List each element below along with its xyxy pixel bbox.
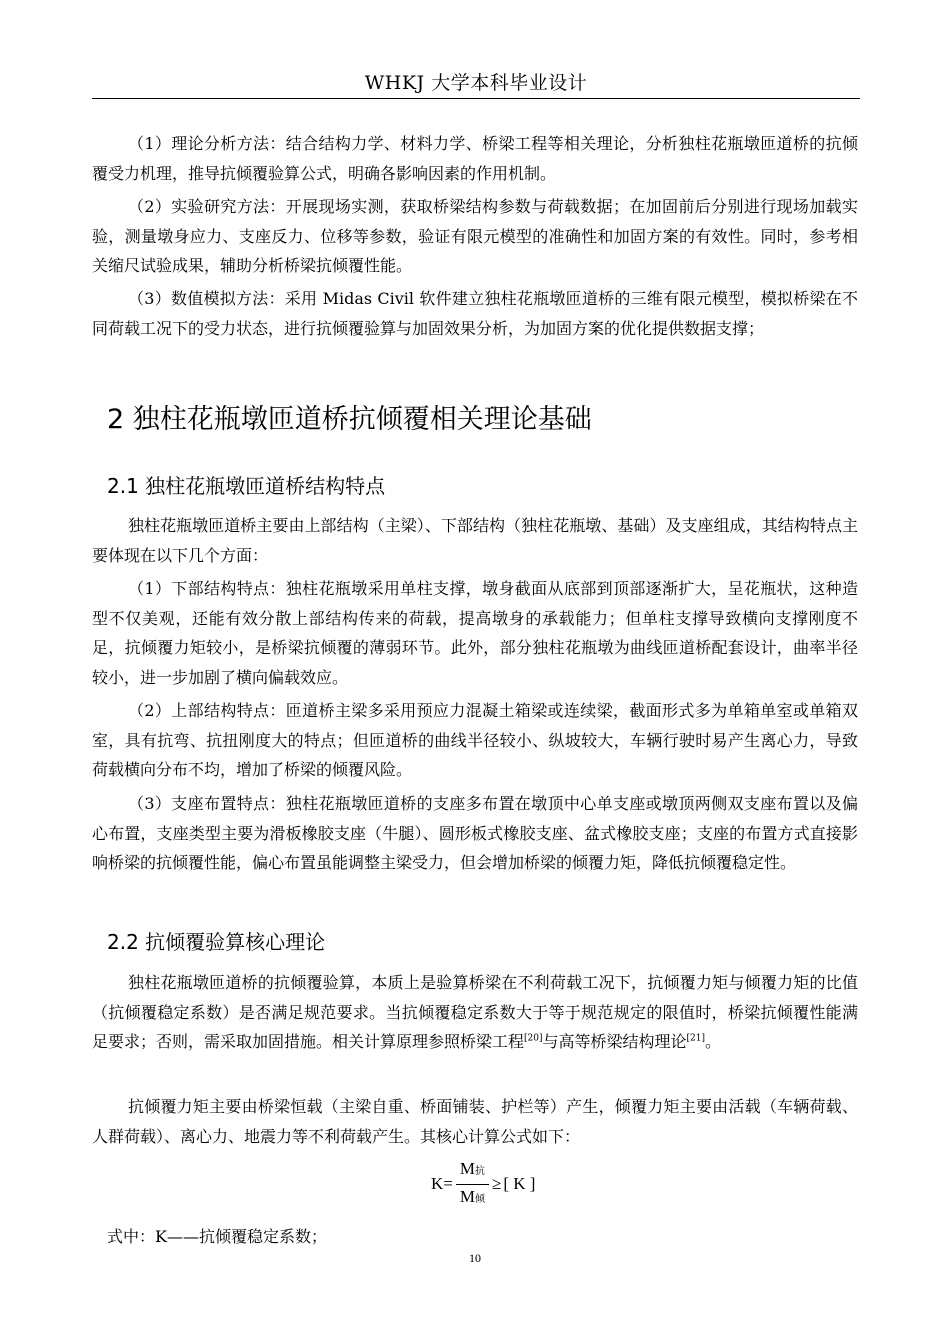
section-2-1-heading: 2.1 独柱花瓶墩匝道桥结构特点 bbox=[107, 474, 386, 498]
header-rule bbox=[92, 98, 860, 99]
formula-where-line: 式中：K——抗倾覆稳定系数； bbox=[107, 1227, 327, 1246]
section-2-1-paragraph-2: （1）下部结构特点：独柱花瓶墩采用单柱支撑，墩身截面从底部到顶部逐渐扩大，呈花瓶状，这种造型不仅美观，还能有效分散上部结构传来的荷载，提高墩身的承载能力；但单柱支撑导致横向支撑刚度不足，抗倾覆力矩较小，是桥梁抗倾覆的薄弱环节。此外，部分独柱花瓶墩为曲线匝道桥配套设计，曲率半径较小，进一步加剧了横向偏载效应。 bbox=[92, 579, 858, 687]
formula-lhs: K bbox=[431, 1174, 444, 1193]
numerator-symbol: M bbox=[459, 1158, 475, 1178]
denominator-symbol: M bbox=[459, 1186, 475, 1206]
formula-numerator bbox=[456, 1159, 489, 1185]
section-2-1-paragraph-1: 独柱花瓶墩匝道桥主要由上部结构（主梁）、下部结构（独柱花瓶墩、基础）及支座组成，其结构特点主要体现在以下几个方面： bbox=[92, 516, 858, 565]
paragraph-text: 。 bbox=[705, 1032, 722, 1051]
citation-ref-21[interactable]: [21] bbox=[686, 1033, 705, 1044]
stability-formula bbox=[431, 1158, 535, 1210]
formula-denominator bbox=[456, 1185, 489, 1210]
formula-equals: = bbox=[443, 1174, 453, 1193]
section-2-1-paragraph-3: （2）上部结构特点：匝道桥主梁多采用预应力混凝土箱梁或连续梁，截面形式多为单箱单室或单箱双室，具有抗弯、抗扭刚度大的特点；但匝道桥的曲线半径较小、纵坡较大，车辆行驶时易产生离心力，导致荷载横向分布不均，增加了桥梁的倾覆风险。 bbox=[92, 701, 858, 779]
paragraph-text: 与高等桥梁结构理论 bbox=[542, 1032, 687, 1051]
page-number: 10 bbox=[469, 1251, 481, 1265]
citation-ref-20[interactable]: [20] bbox=[524, 1033, 543, 1044]
intro-paragraph-3: （3）数值模拟方法：采用 Midas Civil 软件建立独柱花瓶墩匝道桥的三维有限元模型，模拟桥梁在不同荷载工况下的受力状态，进行抗倾覆验算与加固效果分析，为加固方案的优化提供数据支撑； bbox=[92, 289, 858, 338]
denominator-subscript: 倾 bbox=[475, 1193, 485, 1205]
formula-rhs: [ K ] bbox=[503, 1174, 536, 1193]
numerator-subscript: 抗 bbox=[475, 1165, 485, 1177]
formula-relation: ≥ bbox=[492, 1174, 502, 1193]
formula-fraction bbox=[456, 1159, 489, 1210]
intro-paragraph-1: （1）理论分析方法：结合结构力学、材料力学、桥梁工程等相关理论，分析独柱花瓶墩匝道桥的抗倾覆受力机理，推导抗倾覆验算公式，明确各影响因素的作用机制。 bbox=[92, 134, 858, 183]
section-2-2-heading: 2.2 抗倾覆验算核心理论 bbox=[107, 930, 326, 954]
chapter-heading: 2 独柱花瓶墩匝道桥抗倾覆相关理论基础 bbox=[107, 404, 592, 435]
section-2-2-paragraph-2: 抗倾覆力矩主要由桥梁恒载（主梁自重、桥面铺装、护栏等）产生，倾覆力矩主要由活载（车辆荷载、人群荷载）、离心力、地震力等不利荷载产生。其核心计算公式如下： bbox=[92, 1097, 858, 1146]
section-2-2-paragraph-1 bbox=[92, 968, 858, 1057]
page-header-title: WHKJ 大学本科毕业设计 bbox=[364, 72, 588, 94]
intro-paragraph-2: （2）实验研究方法：开展现场实测，获取桥梁结构参数与荷载数据；在加固前后分别进行现场加载实验，测量墩身应力、支座反力、位移等参数，验证有限元模型的准确性和加固方案的有效性。同时，参考相关缩尺试验成果，辅助分析桥梁抗倾覆性能。 bbox=[92, 197, 858, 275]
section-2-1-paragraph-4: （3）支座布置特点：独柱花瓶墩匝道桥的支座多布置在墩顶中心单支座或墩顶两侧双支座布置以及偏心布置，支座类型主要为滑板橡胶支座（牛腿）、圆形板式橡胶支座、盆式橡胶支座；支座的布置方式直接影响桥梁的抗倾覆性能，偏心布置虽能调整主梁受力，但会增加桥梁的倾覆力矩，降低抗倾覆稳定性。 bbox=[92, 794, 858, 872]
paragraph-text: 独柱花瓶墩匝道桥的抗倾覆验算，本质上是验算桥梁在不利荷载工况下，抗倾覆力矩与倾覆力矩的比值（抗倾覆稳定系数）是否满足规范要求。当抗倾覆稳定系数大于等于规范规定的限值时，桥梁抗倾覆性能满足要求；否则，需采取加固措施。相关计算原理参照桥梁工程 bbox=[92, 973, 858, 1051]
